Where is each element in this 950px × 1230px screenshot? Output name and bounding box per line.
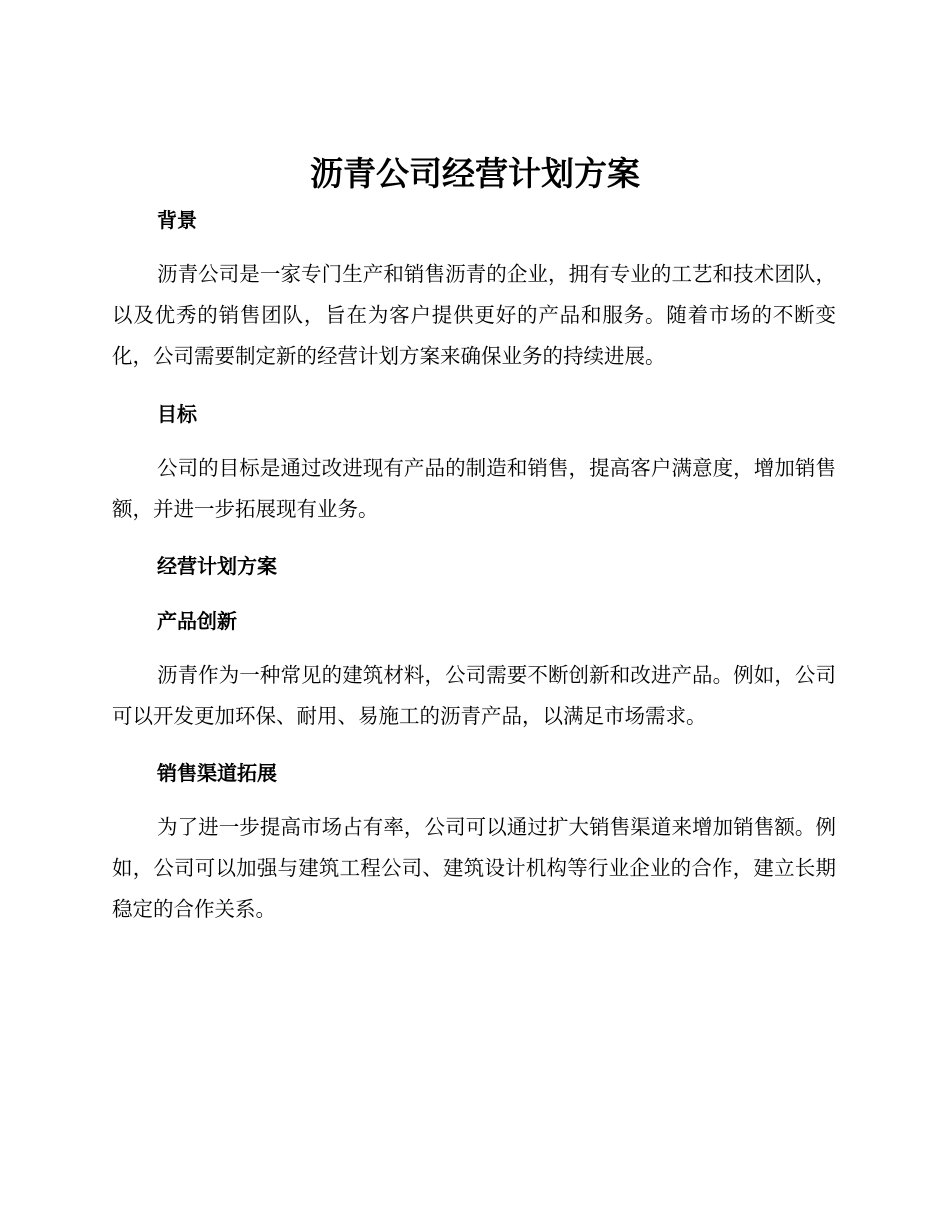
section-heading-background: 背景 xyxy=(157,208,197,232)
section-heading-goal: 目标 xyxy=(157,402,197,426)
section-heading-sales-channels: 销售渠道拓展 xyxy=(157,761,277,785)
section-paragraph-goal: 公司的目标是通过改进现有产品的制造和销售，提高客户满意度，增加销售额，并进一步拓展现有业务。 xyxy=(112,456,836,521)
section-paragraph-background: 沥青公司是一家专门生产和销售沥青的企业，拥有专业的工艺和技术团队，以及优秀的销售团队，旨在为客户提供更好的产品和服务。随着市场的不断变化，公司需要制定新的经营计划方案来确保业务的持续进展。 xyxy=(112,262,836,368)
section-paragraph-sales-channels: 为了进一步提高市场占有率，公司可以通过扩大销售渠道来增加销售额。例如，公司可以加强与建筑工程公司、建筑设计机构等行业企业的合作，建立长期稳定的合作关系。 xyxy=(112,815,836,921)
section-heading-product-innovation: 产品创新 xyxy=(157,609,237,633)
document-title: 沥青公司经营计划方案 xyxy=(310,154,640,193)
section-heading-plan: 经营计划方案 xyxy=(157,554,277,578)
section-paragraph-product-innovation: 沥青作为一种常见的建筑材料，公司需要不断创新和改进产品。例如，公司可以开发更加环保、耐用、易施工的沥青产品，以满足市场需求。 xyxy=(112,663,836,728)
